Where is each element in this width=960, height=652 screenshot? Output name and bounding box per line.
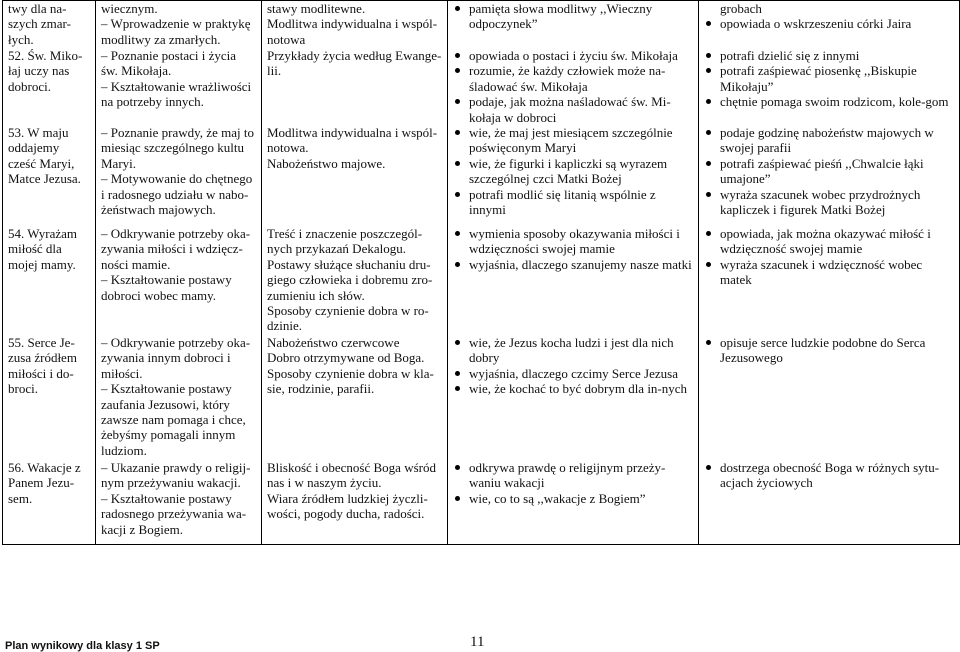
topic-cell: 53. W maju oddajemy cześć Maryi, Matce Jezusa. [8,125,81,187]
list-item: podaje, jak można naśladować św. Mi-kołaja w dobroci [453,94,693,125]
content-cell: Nabożeństwo czerwcowe Dobro otrzymywane od Boga. Sposoby czynienie dobra w kla-sie, rodzinie, parafii. [267,335,434,397]
topic-cell: 55. Serce Je-zusa źródłem miłości i do-broci. [8,335,77,397]
content-cell: Modlitwa indywidualna i wspól-notowa. Nabożeństwo majowe. [267,125,438,171]
table-row [3,1,960,545]
list-item: wie, że kochać to być dobrym dla in-nych [453,381,693,396]
list-item: opisuje serce ludzkie podobne do Serca Jezusowego [704,335,954,366]
list-item: wie, że figurki i kapliczki są wyrazem szczególnej czci Matki Bożej [453,156,693,187]
list-item: potrafi zaśpiewać pieśń ,,Chwalcie łąki umajone” [704,156,954,187]
list-item: wie, że maj jest miesiącem szczególnie poświęconym Maryi [453,125,693,156]
requirements-list [704,48,954,110]
requirements-list [704,460,954,491]
requirements-list [453,1,693,32]
list-item: potrafi zaśpiewać piosenkę ,,Biskupie Mikołaju” [704,63,954,94]
content-cell: Bliskość i obecność Boga wśród nas i w naszym życiu. Wiara źródłem ludzkiej życzli-wości, pogody ducha, radości. [267,460,436,522]
list-item: chętnie pomaga swoim rodzicom, kole-gom [704,94,954,109]
list-item: wyraża szacunek wobec przydrożnych kapliczek i figurek Matki Bożej [704,187,954,218]
goal-item: – Odkrywanie potrzeby oka-zywania miłości i wdzięcz-ności mamie. [101,226,251,272]
list-item: opowiada o wskrzeszeniu córki Jaira [704,16,954,31]
requirements-list [704,226,954,288]
footer-title: Plan wynikowy dla klasy 1 SP [5,640,160,652]
list-item: odkrywa prawdę o religijnym przeży-waniu wakacji [453,460,693,491]
requirements-list [453,335,693,397]
list-item: opowiada o postaci i życiu św. Mikołaja [453,48,693,63]
list-item: dostrzega obecność Boga w różnych sytu-acjach życiowych [704,460,954,491]
goals-block [101,48,256,110]
page-footer [0,618,960,652]
requirements-list [704,125,954,217]
extended-requirements-column [699,1,960,545]
goal-item: – Kształtowanie postawy zaufania Jezusowi, który zawsze nam pomaga i chce, żebyśmy pomagali innym ludziom. [101,381,246,458]
basic-requirements-column [448,1,699,545]
list-item: grobach [720,1,762,16]
requirements-list [704,1,954,32]
list-item: opowiada, jak można okazywać miłość i wdzięczność swojej mamie [704,226,954,257]
goal-item: – Motywowanie do chętnego i radosnego udziału w nabo-żeństwach majowych. [101,171,253,218]
lesson-plan-table [2,0,960,545]
topic-cell: twy dla na-szych zmar-łych. [8,1,71,47]
topic-cell: 52. Św. Miko-łaj uczy nas dobroci. [8,48,83,94]
topic-cell: 54. Wyrażam miłość dla mojej mamy. [8,226,78,272]
list-item: wie, że Jezus kocha ludzi i jest dla nich dobry [453,335,693,366]
goal-item: – Kształtowanie postawy radosnego przeżywania wa-kacji z Bogiem. [101,490,247,537]
goals-column [96,1,262,545]
requirements-list [453,125,693,217]
content-cell: Treść i znaczenie poszczegól-nych przykazań Dekalogu. Postawy służące słuchaniu dru-giego człowieka i dobremu zro-zumieniu ich słów. Sposoby czynienie dobra w ro-dzinie. [267,226,433,334]
requirements-list [704,335,954,366]
goal-item: wiecznym. [101,1,158,16]
page-number: 11 [470,634,485,650]
list-item: pamięta słowa modlitwy ,,Wieczny odpoczynek” [453,1,693,32]
list-item: podaje godzinę nabożeństw majowych w swojej parafii [704,125,954,156]
list-item: wie, co to są ,,wakacje z Bogiem” [453,491,693,506]
requirements-list [453,460,693,506]
goal-item: – Poznanie postaci i życia św. Mikołaja. [101,48,237,79]
goals-block [101,1,256,47]
requirements-list [453,48,693,125]
list-item: wyjaśnia, dlaczego czcimy Serce Jezusa [453,366,693,381]
goal-item: – Wprowadzenie w praktykę modlitwy za zmarłych. [101,16,251,47]
goal-item: – Odkrywanie potrzeby oka-zywania innym dobroci i miłości. [101,335,251,381]
goal-item: – Kształtowanie wrażliwości na potrzeby innych. [101,78,252,110]
list-item: potrafi dzielić się z innymi [704,48,954,63]
goals-block [101,125,256,217]
goals-block [101,226,256,303]
content-column [262,1,448,545]
goal-item: – Kształtowanie postawy dobroci wobec mamy. [101,272,232,303]
content-cell: stawy modlitewne. Modlitwa indywidualna i wspól-notowa [267,1,438,47]
goal-item: – Poznanie prawdy, że maj to miesiąc szczególnego kultu Maryi. [101,125,254,171]
requirements-list [453,226,693,272]
topic-cell: 56. Wakacje z Panem Jezu-sem. [8,460,81,506]
goals-block [101,460,256,537]
content-cell: Przykłady życia według Ewange-lii. [267,48,442,79]
list-item: wymienia sposoby okazywania miłości i wdzięczności swojej mamie [453,226,693,257]
goal-item: – Ukazanie prawdy o religij-nym przeżywaniu wakacji. [101,460,251,491]
goals-block [101,335,256,458]
list-item: wyraża szacunek i wdzięczność wobec matek [704,257,954,288]
list-item: rozumie, że każdy człowiek może na-śladować św. Mikołaja [453,63,693,94]
list-item: potrafi modlić się litanią wspólnie z innymi [453,187,693,218]
list-item: wyjaśnia, dlaczego szanujemy nasze matki [453,257,693,272]
topic-column [3,1,96,545]
